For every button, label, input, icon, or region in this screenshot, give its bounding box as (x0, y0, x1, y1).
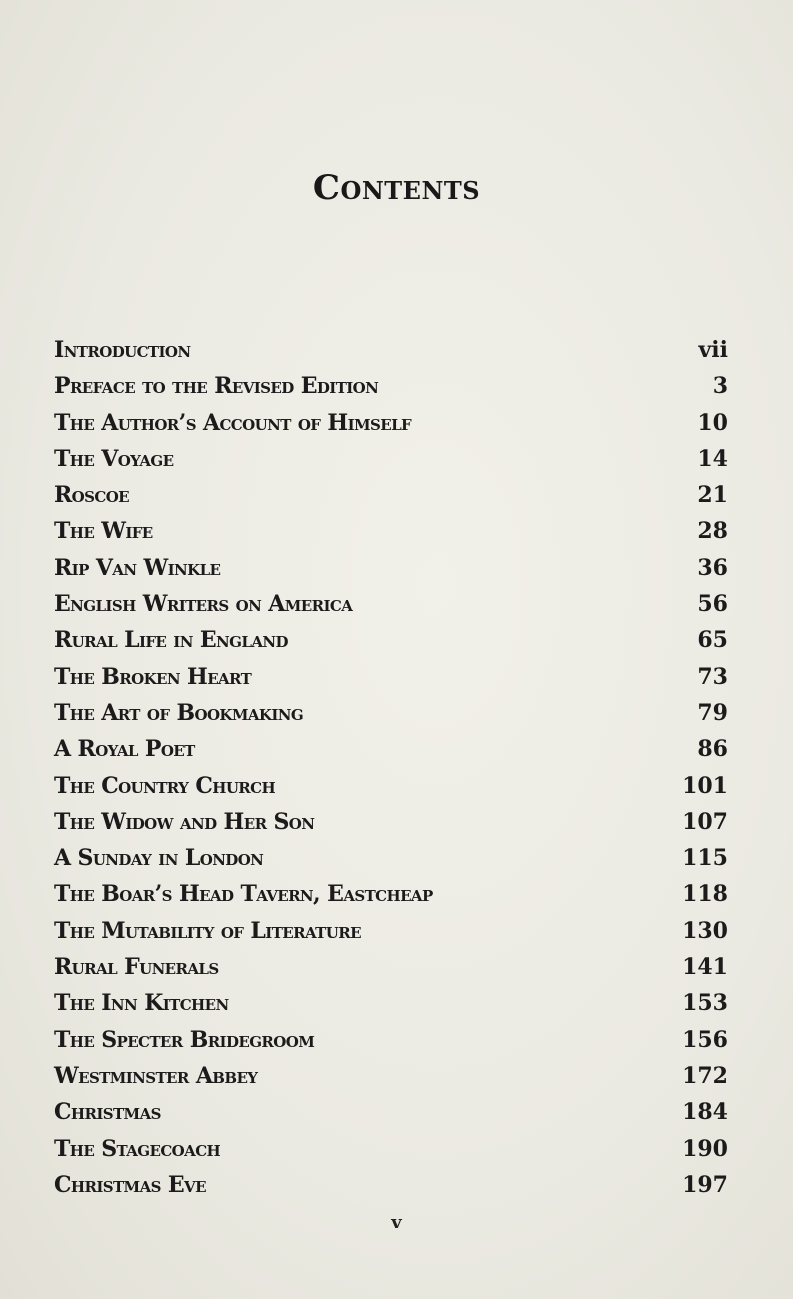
toc-entry (54, 1167, 728, 1203)
toc-entry (54, 477, 728, 513)
toc-entry (54, 441, 728, 477)
toc-entry-page: 115 (682, 845, 728, 872)
toc-entry-page: 65 (697, 627, 728, 654)
toc-entry-title: Westminster Abbey (54, 1062, 258, 1089)
toc-entry-title: The Broken Heart (54, 663, 252, 690)
toc-entry (54, 405, 728, 441)
toc-entry-title: Christmas Eve (54, 1171, 206, 1198)
toc-entry (54, 876, 728, 912)
toc-entry-page: 107 (682, 808, 728, 835)
toc-entry-title: Rip Van Winkle (54, 554, 221, 581)
toc-entry (54, 513, 728, 549)
toc-entry-title: The Art of Bookmaking (54, 699, 304, 726)
toc-entry-page: 73 (697, 663, 728, 690)
toc-entry (54, 731, 728, 767)
toc-entry-page: 21 (697, 482, 728, 509)
toc-entry (54, 368, 728, 404)
toc-entry-page: 14 (697, 445, 728, 472)
page-title: Contents (312, 168, 481, 208)
toc-entry-title: Preface to the Revised Edition (54, 373, 379, 400)
toc-entry-title: Roscoe (54, 482, 130, 509)
toc-entry (54, 1094, 728, 1130)
toc-entry-title: Introduction (54, 337, 191, 363)
toc-entry-title: The Stagecoach (54, 1135, 221, 1162)
toc-entry-page: 10 (697, 409, 728, 436)
page-number: v (391, 1212, 402, 1233)
toc-entry (54, 622, 728, 658)
toc-entry-page: 153 (682, 990, 728, 1017)
toc-entry-title: The Wife (54, 518, 153, 545)
toc-entry (54, 840, 728, 876)
toc-entry-title: The Widow and Her Son (54, 808, 315, 835)
toc-entry-page: 118 (682, 881, 728, 908)
toc-entry-page: vii (698, 337, 728, 363)
toc-entry (54, 586, 728, 622)
toc-entry (54, 768, 728, 804)
toc-entry-title: The Inn Kitchen (54, 990, 229, 1017)
toc-entry (54, 804, 728, 840)
toc-entry-page: 172 (682, 1062, 728, 1089)
toc-entry-page: 36 (697, 554, 728, 581)
toc-entry-page: 184 (682, 1099, 728, 1126)
toc-entry (54, 1131, 728, 1167)
toc-entry-title: A Sunday in London (54, 845, 264, 872)
toc-entry (54, 985, 728, 1021)
toc-entry-title: The Voyage (54, 445, 174, 472)
toc-entry (54, 913, 728, 949)
toc-entry-page: 56 (697, 591, 728, 618)
toc-entry-title: The Country Church (54, 772, 276, 799)
toc-entry (54, 550, 728, 586)
toc-entry-title: The Author’s Account of Himself (54, 409, 412, 436)
toc-entry-page: 101 (682, 772, 728, 799)
toc-entry (54, 1022, 728, 1058)
toc-entry-page: 28 (697, 518, 728, 545)
toc-entry (54, 949, 728, 985)
toc-entry-page: 141 (682, 954, 728, 981)
toc-entry-page: 156 (682, 1026, 728, 1053)
toc-entry-title: The Specter Bridegroom (54, 1026, 315, 1053)
toc-entry (54, 1058, 728, 1094)
toc-entry (54, 332, 728, 368)
toc-entry-page: 197 (682, 1171, 728, 1198)
toc-entry-page: 3 (712, 373, 728, 400)
toc-entry-title: The Mutability of Literature (54, 917, 361, 944)
toc-entry-page: 130 (682, 917, 728, 944)
table-of-contents (54, 332, 728, 1203)
toc-entry (54, 695, 728, 731)
toc-entry-title: The Boar’s Head Tavern, Eastcheap (54, 881, 433, 908)
toc-entry-title: Christmas (54, 1099, 161, 1126)
toc-entry-title: Rural Funerals (54, 954, 219, 981)
toc-entry-page: 86 (697, 736, 728, 763)
toc-entry-title: A Royal Poet (54, 736, 195, 763)
toc-entry-title: Rural Life in England (54, 627, 288, 654)
toc-entry-page: 190 (682, 1135, 728, 1162)
toc-entry (54, 659, 728, 695)
toc-entry-title: English Writers on America (54, 591, 353, 618)
toc-entry-page: 79 (697, 699, 728, 726)
